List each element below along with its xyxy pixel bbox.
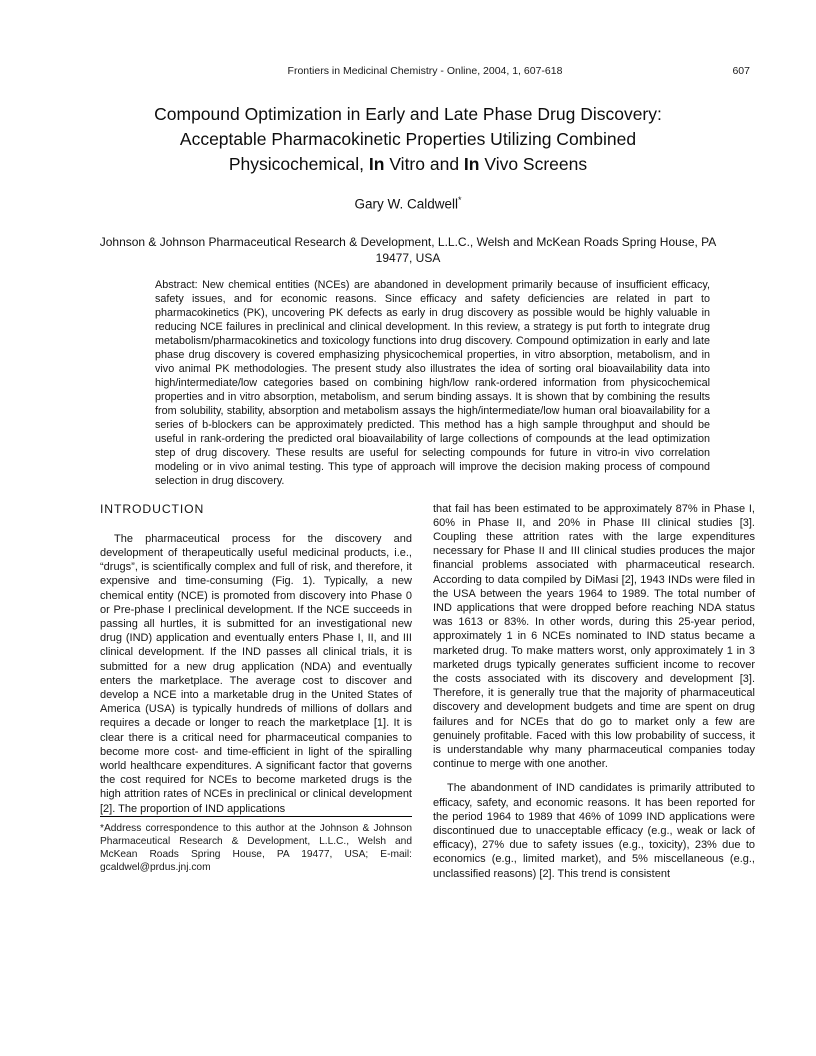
introduction-paragraph: The pharmaceutical process for the discovery and development of therapeutically useful medicinal products, i.e., “drugs”, is scientifically complex and full of risk, and therefore, it expensive and time-consuming (Fig. 1). Typically, a new chemical entity (NCE) is promoted from discovery into Phase 0 or Pre-phase I preclinical development. If the NCE succeeds in passing all hurtles, it is submitted for an investigational new drug (IND) application and eventually enters Phase I, II, and III clinical development. If the IND passes all clinical trials, it is submitted for a new drug application (NDA) and eventually enters the marketplace. The average cost to discover and develop a NCE into a marketable drug in the United States of America (USA) is typically hundreds of millions of dollars and requires a decade or longer to reach the marketplace [1]. It is clear there is a critical need for pharmaceutical companies to become more cost- and time-efficient in light of the spiralling world healthcare expenditures. A significant factor that governs the cost required for NCEs to become marketed drugs is the high attrition rates of NCEs in preclinical or clinical development [2]. The proportion of IND applications — [100, 532, 412, 815]
title-line-3-text: Vivo Screens — [479, 154, 588, 174]
title-line-2: Acceptable Pharmacokinetic Properties Utilizing Combined — [179, 129, 637, 149]
correspondence-footnote: *Address correspondence to this author at the Johnson & Johnson Pharmaceutical Research & Development, L.L.C., Welsh and McKean Roads Spring House, PA 19477, USA; E-mail: gcaldwel@prdus.jnj.com — [100, 816, 412, 875]
body-column-left — [100, 498, 412, 915]
title-in-vitro-emphasis: In — [368, 154, 385, 174]
page-number: 607 — [732, 65, 750, 77]
body-column-right — [433, 498, 755, 915]
title-in-vivo-emphasis: In — [463, 154, 480, 174]
journal-line: Frontiers in Medicinal Chemistry - Online, 2004, 1, 607-618 — [287, 65, 563, 77]
abstract-label: Abstract: — [155, 278, 198, 291]
abstract — [155, 278, 710, 488]
affiliation: Johnson & Johnson Pharmaceutical Research & Development, L.L.C., Welsh and McKean Roads Spring House, PA 19477, USA — [99, 234, 717, 265]
author-footnote-marker: * — [458, 195, 462, 205]
title-line-3 — [80, 152, 736, 177]
author-line — [0, 191, 816, 214]
continuation-paragraph: that fail has been estimated to be approximately 87% in Phase I, 60% in Phase II, and 20% in Phase III clinical studies [3]. Coupling these attrition rates with the large expenditures necessary for Phase II and III clinical studies produces the major financial problems associated with pharmaceutical research. According to data compiled by DiMasi [2], 1943 INDs were filed in the USA between the years 1964 to 1989. The total number of IND applications that were dropped before reaching NDA status was 1613 or 83%. In other words, during this 25-year period, approximately 1 in 6 NCEs nominated to IND status became a marketed drug. To make matters worst, only approximately 1 in 3 marketed drugs typically generates sufficient income to recover the costs associated with its discovery and development [3]. Therefore, it is generally true that the majority of pharmaceutical discovery and development budgets and time are spent on drug failures and for NCEs that do go to market only a few are genuinely profitable. Faced with this low probability of success, it is understandable why many pharmaceutical companies today continue to merge with one another. — [433, 502, 755, 771]
paper-title — [80, 102, 736, 177]
author-name: Gary W. Caldwell — [354, 196, 458, 212]
title-line-3-text: Vitro and — [384, 154, 464, 174]
two-column-body — [100, 498, 755, 915]
title-line-3-text: Physicochemical, — [228, 154, 369, 174]
running-header — [100, 64, 750, 78]
section-heading-introduction: INTRODUCTION — [100, 501, 205, 516]
title-line-1: Compound Optimization in Early and Late Phase Drug Discovery: — [154, 104, 662, 124]
abandonment-paragraph: The abandonment of IND candidates is primarily attributed to efficacy, safety, and economic reasons. It has been reported for the period 1964 to 1989 that 46% of 1099 IND applications were discontinued due to unacceptable efficacy (e.g., weak or lack of efficacy), 27% due to safety issues (e.g., toxicity), 23% due to economics (e.g., limited market), and 5% miscellaneous (e.g., unclassified reasons) [2]. This trend is consistent — [433, 782, 755, 880]
abstract-text: New chemical entities (NCEs) are abandoned in development primarily because of insufficient efficacy, safety issues, and for economic reasons. Since efficacy and safety deficiencies are related in part to pharmacokinetics (PK), uncovering PK defects as early in drug discovery as possible would be highly valuable in reducing NCE failures in preclinical and clinical development. In this review, a strategy is put forth to integrate drug metabolism/pharmacokinetics and toxicology functions into drug discovery. Compound optimization in early and late phase drug discovery is covered emphasizing physicochemical properties, in vitro absorption, metabolism, and in vivo animal PK methodologies. The present study also illustrates the idea of sorting oral bioavailability data into high/intermediate/low categories based on combining high/low rank-ordered information from physicochemical properties and in vitro absorption, metabolism, and serum binding assays. It is shown that by combining the results from solubility, stability, absorption and metabolism assays the high/intermediate/low human oral bioavailability for a series of b-blockers can be approximately predicted. This method has a high sample throughput and should be useful in rank-ordering the predicted oral bioavailability of large collections of compounds at the lead optimization step of drug discovery. These results are useful for selecting compounds for future in vitro-in vivo correlation modeling or in vivo animal testing. This type of approach will improve the decision making process of compound selection in drug discovery. — [155, 278, 711, 487]
